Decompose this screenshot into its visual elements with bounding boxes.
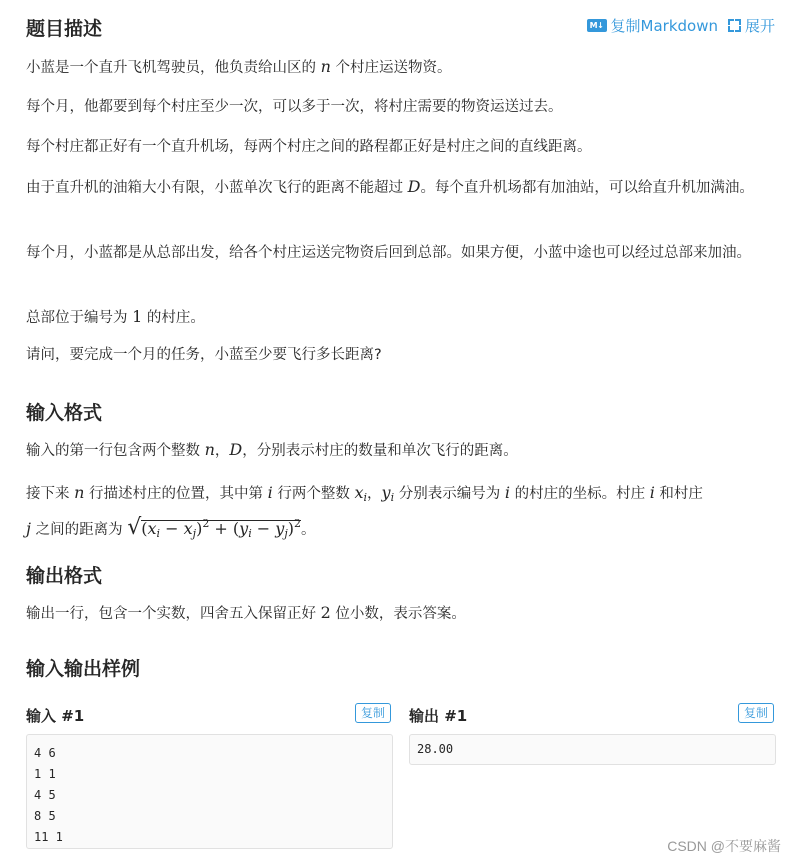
math-var: n <box>204 440 215 459</box>
text: ，分别表示村庄的数量和单次飞行的距离。 <box>242 443 518 459</box>
text: 个村庄运送物资。 <box>335 60 452 76</box>
text: 由于直升机的油箱大小有限，小蓝单次飞行的距离不能超过 <box>26 180 403 196</box>
text: 输出一行，包含一个实数，四舍五入保留正好 <box>26 606 316 622</box>
problem-description-title: 题目描述 <box>26 18 103 40</box>
math-num: 1 <box>132 307 143 326</box>
math-var: i <box>504 483 510 502</box>
text: 输入的第一行包含两个整数 <box>26 443 200 459</box>
output-format-title: 输出格式 <box>26 565 103 587</box>
description-paragraph: 请问，要完成一个月的任务，小蓝至少要飞行多长距离? <box>26 347 382 363</box>
description-paragraph <box>26 304 772 331</box>
distance-formula: $√(x_i - x_j)^2 + (y_i - y_j)^2$ <box>127 515 302 540</box>
text: 总部位于编号为 <box>26 310 128 326</box>
text: 的村庄。 <box>146 310 205 326</box>
text: ， <box>214 443 230 459</box>
copy-input-button[interactable]: 复制 <box>355 703 391 723</box>
math-var: y <box>381 483 391 502</box>
expand-button[interactable] <box>728 15 775 36</box>
copy-output-button[interactable]: 复制 <box>738 703 774 723</box>
input-format-paragraph <box>26 480 772 547</box>
math-var: n <box>74 483 85 502</box>
text: ， <box>367 486 382 502</box>
description-paragraph: 每个月，小蓝都是从总部出发，给各个村庄运送完物资后回到总部。如果方便，小蓝中途也可以经过总部来加油。 <box>26 245 751 261</box>
sample-output-box[interactable]: 28.00 <box>409 734 776 765</box>
samples-title: 输入输出样例 <box>26 658 141 680</box>
expand-icon <box>728 19 741 32</box>
description-paragraph: 每个月，他都要到每个村庄至少一次，可以多于一次，将村庄需要的物资运送过去。 <box>26 99 563 115</box>
input-format-title: 输入格式 <box>26 402 103 424</box>
sample-output-title: 输出 #1 <box>409 707 468 725</box>
text: 位小数，表示答案。 <box>335 606 466 622</box>
sample-input-box[interactable]: 4 6 1 1 4 5 8 5 11 1 <box>26 734 393 849</box>
text: 。每个直升机场都有加油站，可以给直升机加满油。 <box>420 180 754 196</box>
expand-label: 展开 <box>744 17 775 35</box>
text: 和村庄 <box>659 486 703 502</box>
text: 小蓝是一个直升飞机驾驶员，他负责给山区的 <box>26 60 316 76</box>
copy-markdown-label: 复制Markdown <box>610 17 718 35</box>
text: 行两个整数 <box>277 486 350 502</box>
math-var: i <box>649 483 655 502</box>
input-format-paragraph <box>26 437 772 464</box>
text: 接下来 <box>26 486 70 502</box>
output-format-paragraph <box>26 600 772 627</box>
text: 行描述村庄的位置，其中第 <box>89 486 264 502</box>
math-var: i <box>267 483 273 502</box>
math-var: x <box>354 483 364 502</box>
description-paragraph <box>26 174 772 201</box>
watermark: CSDN @不要麻酱 <box>667 838 781 854</box>
text: 分别表示编号为 <box>398 486 501 502</box>
problem-toolbar <box>587 15 775 36</box>
description-paragraph: 每个村庄都正好有一个直升机场，每两个村庄之间的路程都正好是村庄之间的直线距离。 <box>26 139 592 155</box>
math-var: D <box>407 177 421 196</box>
copy-markdown-button[interactable] <box>587 15 718 36</box>
sample-input-title: 输入 #1 <box>26 707 85 725</box>
text: 。 <box>301 522 316 538</box>
math-sub: i <box>390 491 395 504</box>
text: 之间的距离为 <box>35 522 123 538</box>
text: 的村庄的坐标。村庄 <box>514 486 646 502</box>
math-sub: i <box>363 491 368 504</box>
math-var: n <box>320 57 331 76</box>
markdown-icon: M↓ <box>587 19 607 32</box>
math-var: D <box>229 440 243 459</box>
math-num: 2 <box>320 603 331 622</box>
description-paragraph <box>26 54 772 81</box>
math-var: j <box>26 519 31 538</box>
